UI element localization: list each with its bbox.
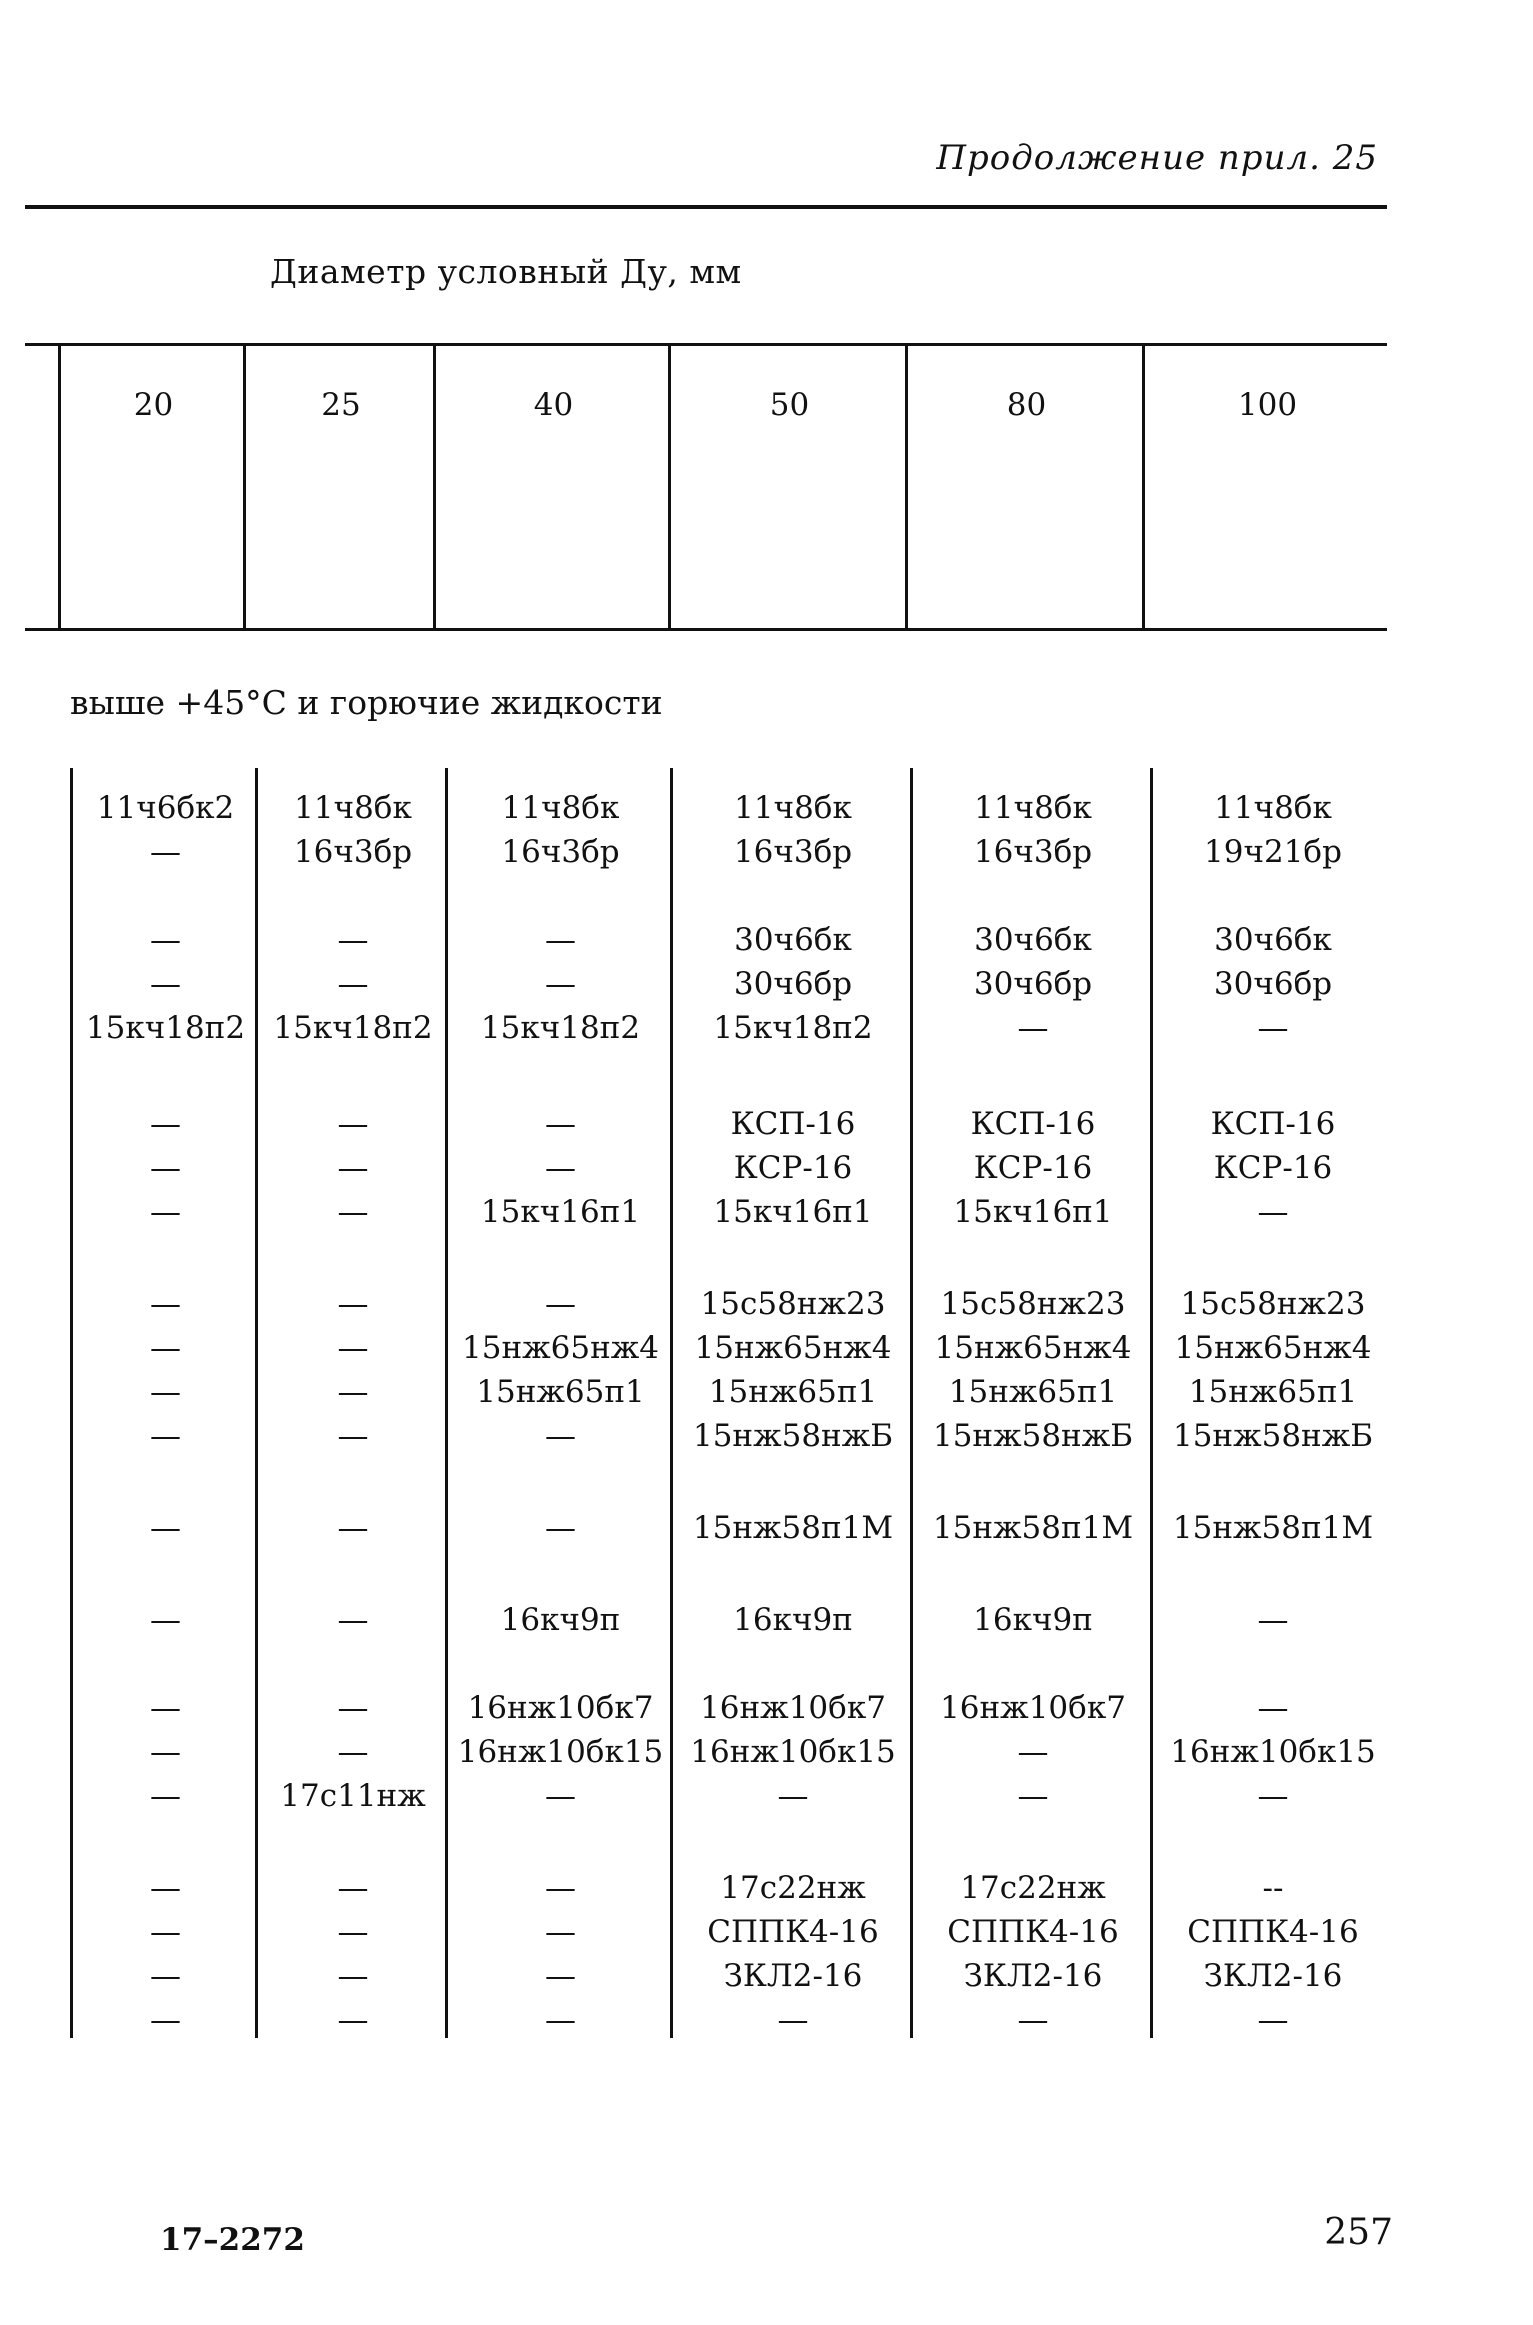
table-cell: — [337, 1194, 369, 1230]
table-cell: 17с22нж [960, 1870, 1106, 1906]
table-cell: 16кч9п [733, 1602, 853, 1638]
table-cell: — [150, 1150, 181, 1186]
table-cell: — [150, 1958, 181, 1994]
column-25 [255, 768, 448, 2038]
table-cell: — [337, 1602, 369, 1638]
table-cell: — [150, 966, 181, 1002]
table-cell: 15кч16п1 [480, 1194, 641, 1230]
table-cell: 30ч6бр [733, 966, 853, 1002]
table-cell: — [150, 2002, 181, 2038]
table-cell: 15кч18п2 [480, 1010, 641, 1046]
table-cell: 15с58нж23 [940, 1286, 1126, 1322]
table-cell: 30ч6бр [973, 966, 1093, 1002]
table-cell: КСП-16 [1210, 1106, 1336, 1142]
table-cell: 15нж58п1М [692, 1510, 894, 1546]
table-cell: — [337, 1690, 369, 1726]
table-cell: КСП-16 [970, 1106, 1096, 1142]
table-cell: ЗКЛ2-16 [963, 1958, 1103, 1994]
table-cell: 11ч6бк2 [96, 790, 235, 826]
size-cell-40: 40 [433, 345, 671, 630]
table-cell: 15нж65нж4 [934, 1330, 1132, 1366]
table-cell: 19ч21бр [1204, 834, 1342, 870]
size-cell-50: 50 [668, 345, 908, 630]
table-cell: — [150, 1914, 181, 1950]
table-cell: — [1257, 2002, 1289, 2038]
table-cell: — [150, 1778, 181, 1814]
table-cell: КСР-16 [973, 1150, 1093, 1186]
table-cell: — [337, 1330, 369, 1366]
table-cell: — [545, 1958, 576, 1994]
size-cell-100: 100 [1142, 345, 1390, 630]
table-cell: КСР-16 [1213, 1150, 1333, 1186]
table-cell: КСП-16 [730, 1106, 856, 1142]
table-cell: 16ч3бр [293, 834, 413, 870]
table-cell: — [777, 2002, 809, 2038]
size-cell-25: 25 [243, 345, 436, 630]
table-cell: — [150, 1286, 181, 1322]
table-cell: 17с22нж [720, 1870, 866, 1906]
table-cell: 15нж58нжБ [932, 1418, 1134, 1454]
table-cell: 15кч16п1 [713, 1194, 873, 1230]
table-cell: — [1017, 1778, 1049, 1814]
table-cell: 30ч6бк [974, 922, 1092, 958]
table-cell: 15нж65п1 [708, 1374, 878, 1410]
table-cell: ЗКЛ2-16 [1203, 1958, 1343, 1994]
table-cell: СППК4-16 [947, 1914, 1119, 1950]
table-cell: — [337, 1734, 369, 1770]
table-cell: — [545, 1286, 576, 1322]
table-cell: — [337, 1418, 369, 1454]
table-cell: 17с11нж [280, 1778, 426, 1814]
table-cell: — [150, 922, 181, 958]
table-cell: 11ч8бк [1214, 790, 1332, 826]
top-rule [25, 205, 1387, 209]
table-cell: 15нж65нж4 [694, 1330, 892, 1366]
table-cell: — [545, 1150, 576, 1186]
table-cell: — [545, 1418, 576, 1454]
table-cell: 15нж65п1 [1188, 1374, 1358, 1410]
table-cell: СППК4-16 [1187, 1914, 1359, 1950]
diameter-title: Диаметр условный Ду, мм [270, 252, 742, 291]
table-cell: — [150, 1106, 181, 1142]
signature-mark: 17–2272 [160, 2222, 305, 2258]
table-cell: — [545, 1106, 576, 1142]
table-cell: — [1017, 2002, 1049, 2038]
table-cell: — [337, 1286, 369, 1322]
table-cell: 15нж58нжБ [692, 1418, 894, 1454]
table-cell: — [150, 1510, 181, 1546]
table-cell: 16нж10бк7 [467, 1690, 654, 1726]
table-cell: — [150, 1374, 181, 1410]
table-cell: 16ч3бр [501, 834, 620, 870]
column-80 [910, 768, 1153, 2038]
table-cell: 16кч9п [500, 1602, 621, 1638]
column-40 [445, 768, 673, 2038]
table-cell: — [545, 1914, 576, 1950]
table-cell: -- [1262, 1870, 1284, 1906]
table-cell: — [777, 1778, 809, 1814]
table-cell: — [1257, 1194, 1289, 1230]
table-cell: 15нж58нжБ [1172, 1418, 1374, 1454]
table-cell: 16нж10бк15 [457, 1734, 664, 1770]
table-cell: 15кч18п2 [273, 1010, 433, 1046]
table-cell: — [337, 1958, 369, 1994]
table-cell: 15нж58п1М [1172, 1510, 1374, 1546]
table-cell: 15нж65нж4 [462, 1330, 659, 1366]
table-cell: — [150, 1602, 181, 1638]
table-cell: — [545, 922, 576, 958]
table-cell: СППК4-16 [707, 1914, 879, 1950]
table-cell: — [1017, 1010, 1049, 1046]
table-cell: 15нж65п1 [948, 1374, 1118, 1410]
table-cell: 16ч3бр [733, 834, 853, 870]
table-cell: 16нж10бк15 [1170, 1734, 1376, 1770]
table-cell: — [150, 1330, 181, 1366]
table-cell: — [150, 1690, 181, 1726]
table-cell: — [545, 966, 576, 1002]
table-cell: 15нж65нж4 [1174, 1330, 1372, 1366]
table-cell: — [545, 1870, 576, 1906]
column-20 [70, 768, 258, 2038]
table-cell: 11ч8бк [501, 790, 620, 826]
table-cell: — [337, 1870, 369, 1906]
table-cell: — [150, 1870, 181, 1906]
table-cell: — [1257, 1010, 1289, 1046]
table-cell: 16кч9п [973, 1602, 1093, 1638]
table-cell: 30ч6бр [1213, 966, 1333, 1002]
size-cell-20: 20 [58, 345, 246, 630]
table-cell: 15нж65п1 [476, 1374, 645, 1410]
table-cell: — [150, 1418, 181, 1454]
table-cell: 15нж58п1М [932, 1510, 1134, 1546]
table-cell: 15с58нж23 [700, 1286, 886, 1322]
table-cell: 16нж10бк7 [940, 1690, 1126, 1726]
table-cell: 16нж10бк7 [700, 1690, 886, 1726]
table-cell: КСР-16 [733, 1150, 853, 1186]
table-cell: 30ч6бк [734, 922, 852, 958]
continuation-note: Продолжение прил. 25 [936, 138, 1378, 178]
table-cell: 15кч18п2 [713, 1010, 873, 1046]
table-cell: — [1257, 1778, 1289, 1814]
table-cell: 15с58нж23 [1180, 1286, 1366, 1322]
table-cell: 11ч8бк [974, 790, 1092, 826]
size-cell-80: 80 [905, 345, 1145, 630]
table-cell: — [337, 922, 369, 958]
section-title: выше +45°С и горючие жидкости [70, 683, 663, 722]
table-cell: — [545, 1510, 576, 1546]
page-number: 257 [1324, 2212, 1393, 2253]
table-cell: 15кч18п2 [85, 1010, 246, 1046]
table-cell: ЗКЛ2-16 [723, 1958, 863, 1994]
column-50 [670, 768, 913, 2038]
table-cell: — [337, 1106, 369, 1142]
table-cell: — [1017, 1734, 1049, 1770]
table-cell: — [545, 1778, 576, 1814]
table-cell: — [337, 1510, 369, 1546]
table-cell: — [1257, 1690, 1289, 1726]
table-cell: — [150, 1194, 181, 1230]
column-100 [1150, 768, 1393, 2038]
sizes-bottom-rule [25, 628, 1387, 631]
table-cell: — [150, 1734, 181, 1770]
table-cell: 16ч3бр [973, 834, 1093, 870]
table-cell: 30ч6бк [1214, 922, 1332, 958]
table-cell: — [337, 1914, 369, 1950]
table-cell: 16нж10бк15 [690, 1734, 896, 1770]
table-cell: — [337, 2002, 369, 2038]
size-header-row [25, 345, 1387, 630]
table-cell: 11ч8бк [294, 790, 412, 826]
table-cell: — [150, 834, 181, 870]
table-cell: — [545, 2002, 576, 2038]
table-cell: — [1257, 1602, 1289, 1638]
table-cell: — [337, 1374, 369, 1410]
table-cell: 11ч8бк [734, 790, 852, 826]
table-cell: — [337, 1150, 369, 1186]
table-cell: 15кч16п1 [953, 1194, 1113, 1230]
table-cell: — [337, 966, 369, 1002]
